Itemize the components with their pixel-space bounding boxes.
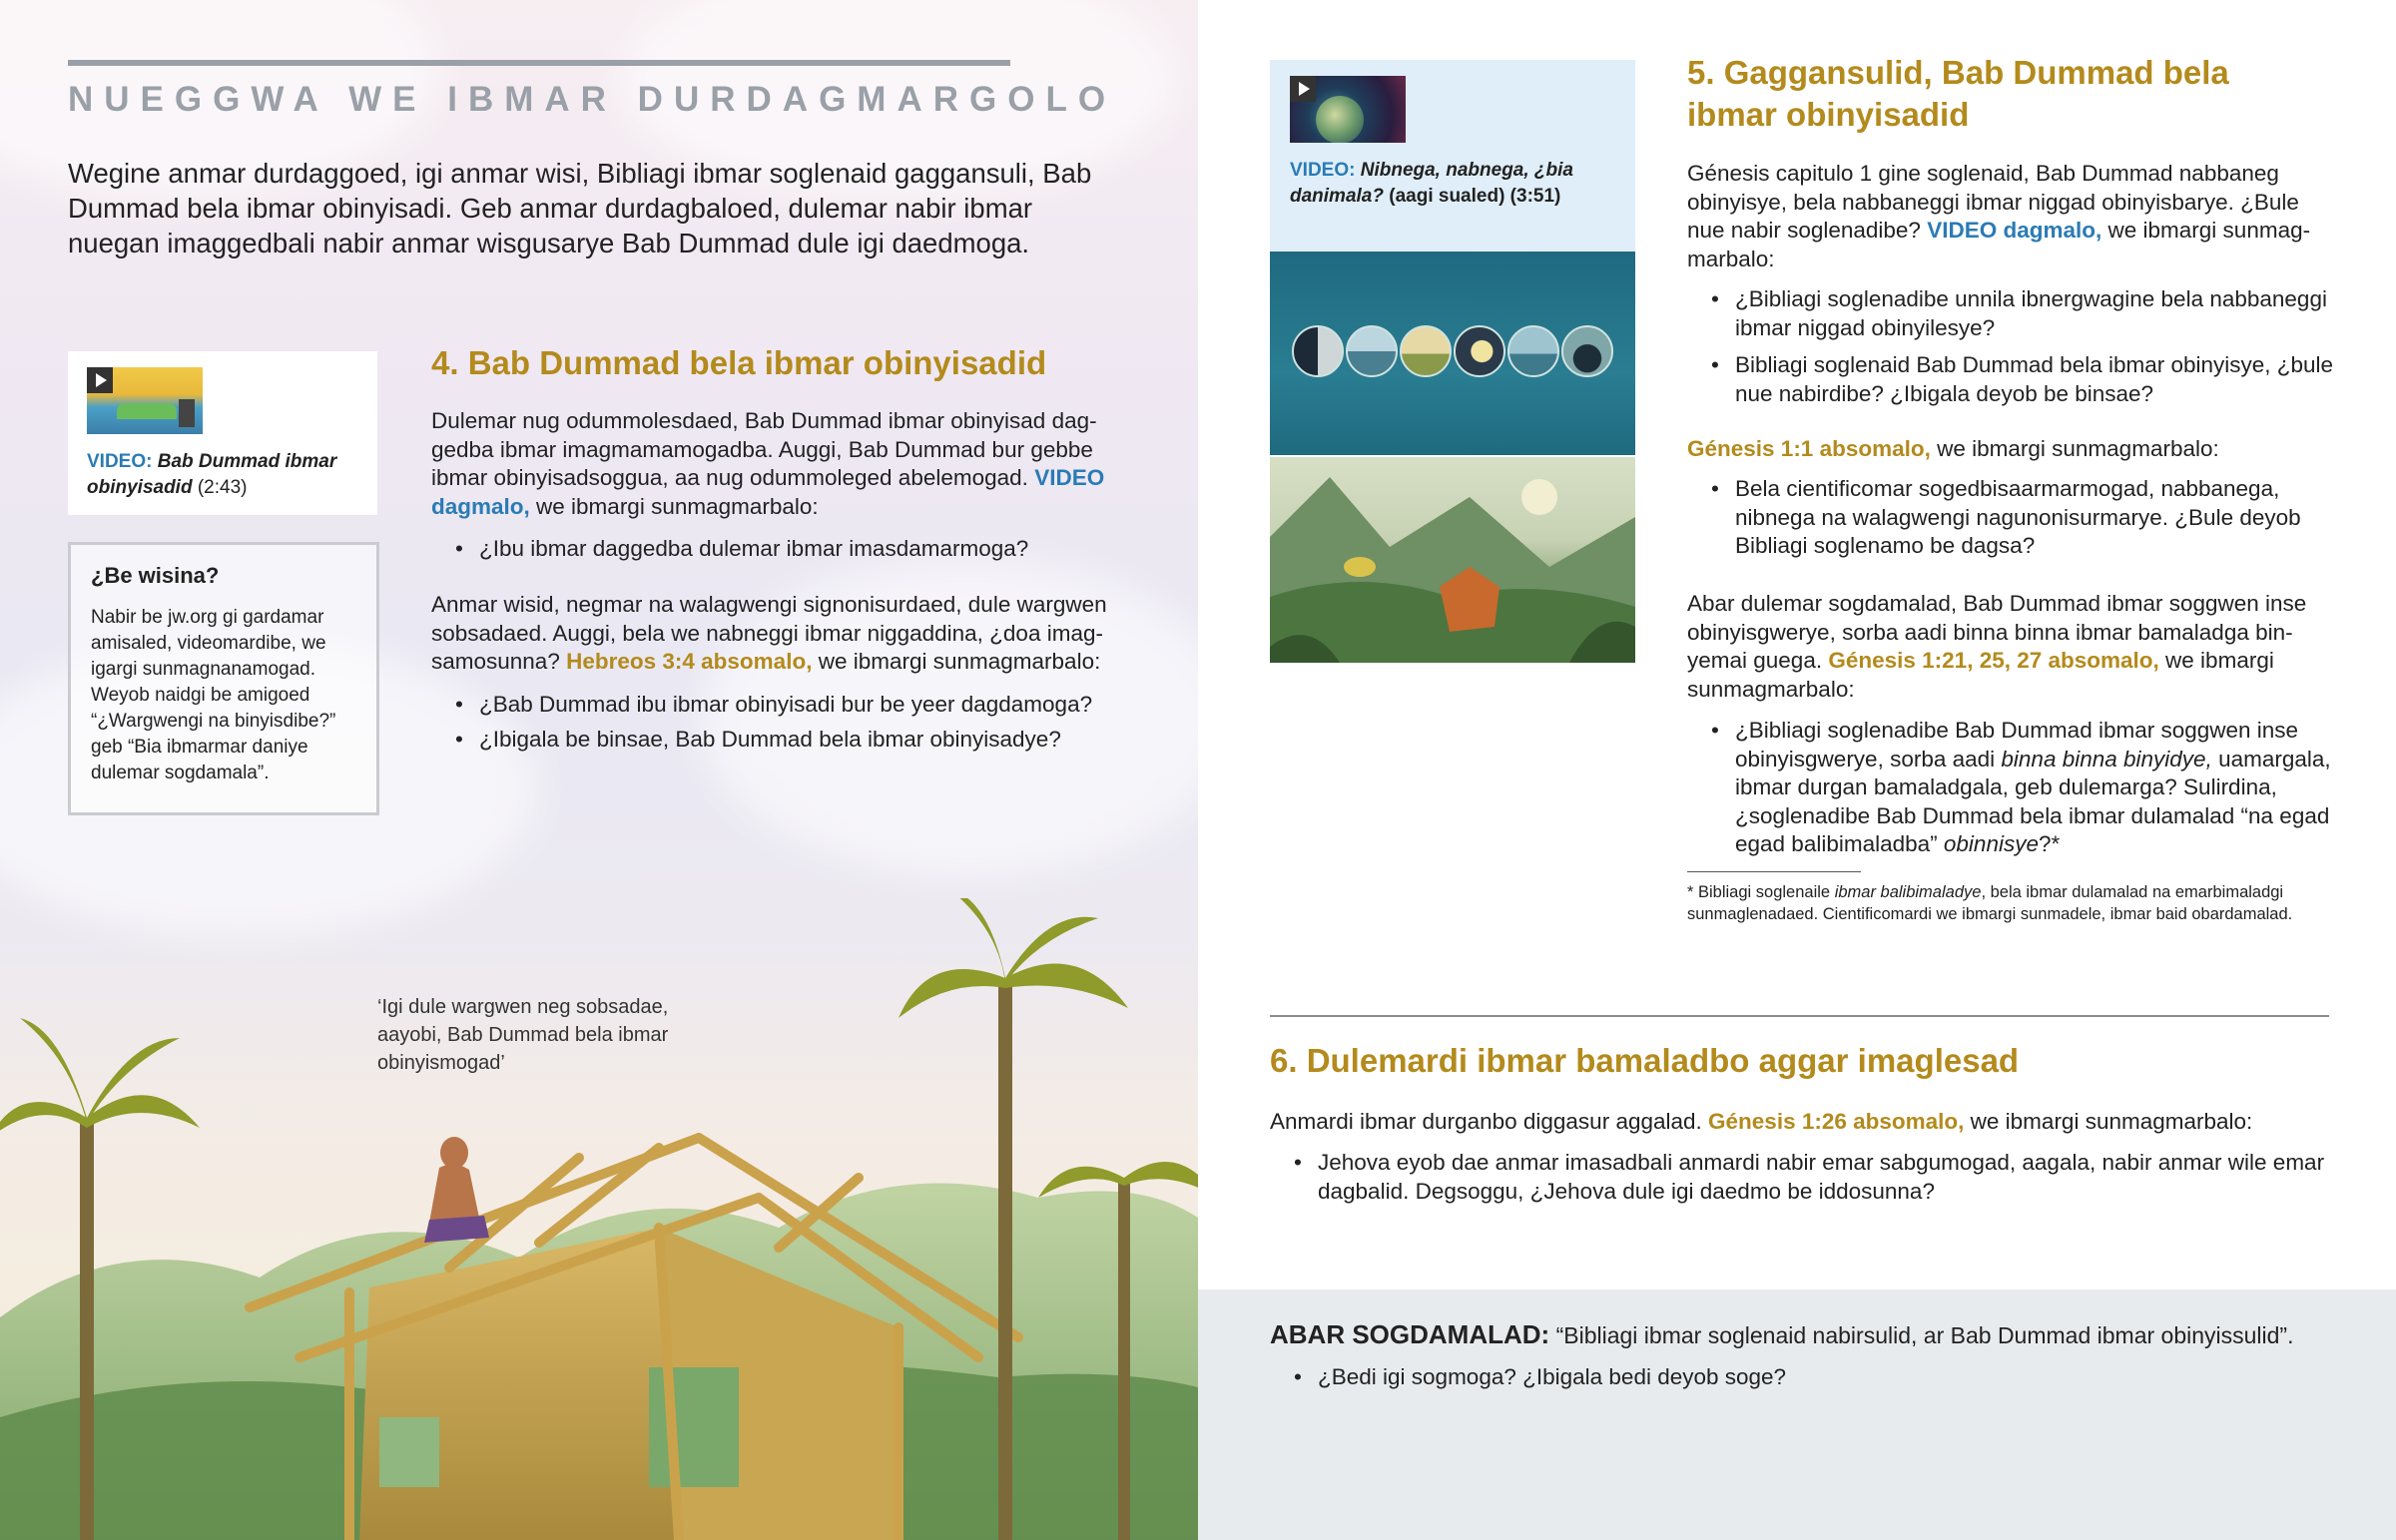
summary-label: ABAR SOGDAMALAD:: [1270, 1319, 1550, 1349]
section-heading: NUEGGWA WE IBMAR DURDAGMARGOLO: [68, 80, 1117, 119]
bullet-item: • ¿Bedi igi sogmoga? ¿Ibigala bedi deyob soge?: [1294, 1363, 2352, 1392]
intro-paragraph: Wegine anmar durdaggoed, igi anmar wisi, Bibliagi ibmar soglenaid gaggansuli, Bab Dummad bela ibmar obinyisadi. Geb anmar durdagbaloed, dulemar nabir ibmar nuegan imaggedbali nabir anmar wisgusarye Bab Dummad dule igi daedmoga.: [68, 158, 1092, 258]
video-label: VIDEO:: [87, 451, 153, 472]
paragraph-text: Abar dulemar sogdamalad, Bab Dummad ibmar soggwen inse obinyisgwerye, sorba aadi binna binna ibmar bamaladga binyemai guega.: [1687, 591, 2307, 673]
bullet-item: • ¿Bibliagi soglenadibe unnila ibnergwagine bela nabbaneggi ibmar niggad obinyilesye?: [1711, 285, 2344, 342]
play-icon[interactable]: [1290, 76, 1316, 102]
info-box-title: ¿Be wisina?: [91, 563, 220, 588]
footnote-rule: [1687, 871, 1861, 872]
video-duration: (2:43): [197, 477, 248, 498]
section-4-paragraph-1: [431, 407, 1130, 521]
paragraph-text: we ibmargi sunmagmarbalo:: [812, 649, 1101, 674]
section-4-paragraph-2: [431, 591, 1130, 677]
paragraph-text: Génesis capitulo 1 gine soglenaid, Bab Dummad nabbaneg obinyisye, bela nabbaneggi ibmar niggad obinyisbarye. ¿Bule nue nabir soglenadibe?: [1687, 161, 2299, 243]
footnote: [1687, 882, 2322, 925]
heading-rule: [68, 60, 1010, 66]
section-6-title: 6. Dulemardi ibmar bamaladbo aggar imaglesad: [1270, 1042, 2020, 1079]
creation-days-art: [1270, 252, 1635, 455]
bullet-item: [1711, 717, 2344, 859]
video-link[interactable]: VIDEO dagmalo,: [1927, 218, 2102, 243]
scripture-link[interactable]: Génesis 1:26 absomalo,: [1708, 1109, 1965, 1134]
bullet-item: • Jehova eyob dae anmar imasadbali anmardi nabir emar sabgumogad, aagala, nabir anmar wile emar dagbalid. Degsoggu, ¿Jehova dule igi daedmo be iddosunna?: [1294, 1149, 2352, 1206]
paragraph-text: Anmardi ibmar durganbo diggasur aggalad.: [1270, 1109, 1709, 1134]
video-thumbnail[interactable]: [87, 367, 203, 434]
bullet-text: ¿Bibliagi soglenadibe Bab Dummad ibmar soggwen inse obinyisgwerye, sorba aadi: [1735, 718, 2299, 771]
video-card-4[interactable]: [68, 351, 377, 515]
paragraph-text: we ibmargi sunmagmarbalo:: [1964, 1109, 2253, 1134]
info-box: [68, 542, 379, 815]
bullet-item: • ¿Ibu ibmar daggedba dulemar ibmar imasdamarmoga?: [455, 535, 1158, 564]
bullet-item: • Bela cientificomar sogedbisaarmarmogad, nabbanega, nibnega na walagwengi nagunonisurmarye. ¿Bule deyob Bibliagi soglenamo be dagsa?: [1711, 475, 2344, 561]
section-divider: [1270, 1015, 2329, 1017]
video-label: VIDEO:: [1290, 160, 1356, 181]
paragraph-text: we ibmargi sunmagmarbalo:: [1687, 218, 2311, 271]
footnote-text: , bela ibmar dulamalad na emarbimaladgi sunmaglenadaed. Cientificomardi we ibmargi sunmadele, ibmar baid obardamalad.: [1687, 883, 2293, 923]
video-duration: (aagi sualed) (3:51): [1383, 186, 1561, 207]
paragraph-text: we ibmargi sunmagmarbalo:: [1930, 436, 2219, 461]
footnote-marker[interactable]: ?*: [2038, 831, 2061, 856]
video-card-5[interactable]: [1270, 60, 1635, 252]
birds-fish-icon: [1507, 325, 1559, 377]
info-box-text: Nabir be jw.org gi gardamar amisaled, videomardibe, we igargi sunmagnanamogad. Weyob naidgi be amigoed “¿Wargwengi na binyisdibe?” geb “Bia ibmarmar daniye dulemar sogdamala”.: [91, 607, 336, 783]
video-caption: [87, 449, 366, 501]
animals-landscape-art: [1270, 457, 1635, 663]
section-5-title: 5. Gaggansulid, Bab Dummad bela ibmar obinyisadid: [1687, 54, 2229, 133]
scripture-link[interactable]: Génesis 1:21, 25, 27 absomalo,: [1828, 648, 2159, 673]
bullet-item: • ¿Ibigala be binsae, Bab Dummad bela ibmar obinyisadye?: [455, 726, 1158, 755]
plants-icon: [1400, 325, 1452, 377]
paragraph-text: Anmar wisid, negmar na walagwengi signonisurdaed, dule wargwen sobsadaed. Auggi, bela we nabneggi ibmar niggaddina, ¿doa imagsamosunna?: [431, 592, 1107, 674]
footnote-text-italic: ibmar balibimaladye: [1834, 883, 1982, 901]
bullet-text-italic: binna binna binyidye,: [2001, 746, 2212, 771]
paragraph-text: we ibmargi sunmagmarbalo:: [529, 493, 819, 519]
summary-line: [1270, 1319, 2328, 1350]
section-5-paragraph-2: [1687, 435, 2322, 464]
light-dark-icon: [1292, 325, 1344, 377]
section-5-paragraph-3: [1687, 590, 2322, 704]
scripture-link[interactable]: Génesis 1:1 absomalo,: [1687, 436, 1931, 461]
sun-moon-icon: [1454, 325, 1505, 377]
video-title[interactable]: Nibnega, nabnega, ¿bia danimala?: [1290, 160, 1573, 207]
human-icon: [1561, 325, 1613, 377]
paragraph-text: we ibmargi sunmagmarbalo:: [1687, 648, 2274, 702]
section-6-paragraph-1: [1270, 1108, 2328, 1137]
scripture-link[interactable]: Hebreos 3:4 absomalo,: [566, 649, 813, 674]
video-caption: [1290, 158, 1619, 210]
footnote-text: * Bibliagi soglenaile: [1687, 883, 1835, 901]
illustration-caption: ‘Igi dule wargwen neg sobsadae, aayobi, Bab Dummad bela ibmar obinyismogad’: [377, 996, 669, 1074]
bullet-text: uamargala, ibmar durgan bamaladgala, geb dulemarga? Sulirdina, ¿soglenadibe Bab Dummad bela ibmar dulamalad “na egad egad balibimaladba”: [1735, 746, 2331, 856]
bullet-item: • Bibliagi soglenaid Bab Dummad bela ibmar obinyisye, ¿bule nue nabirdibe? ¿Ibigala deyob be binsae?: [1711, 351, 2344, 408]
paragraph-text: Dulemar nug odummolesdaed, Bab Dummad ibmar obinyisad daggedba ibmar imagmamamogadba. Auggi, Bab Dummad bur gebbe ibmar obinyisadsoggua, aa nug odummoleged abelemogad.: [431, 408, 1097, 490]
video-title[interactable]: Bab Dummad ibmar obinyisadid: [87, 451, 337, 498]
play-icon[interactable]: [87, 367, 113, 393]
section-4-title: 4. Bab Dummad bela ibmar obinyisadid: [431, 344, 1047, 381]
bullet-item: • ¿Bab Dummad ibu ibmar obinyisadi bur be yeer dagdamoga?: [455, 691, 1158, 720]
summary-text: “Bibliagi ibmar soglenaid nabirsulid, ar Bab Dummad ibmar obinyissulid”.: [1549, 1322, 2294, 1348]
video-thumbnail[interactable]: [1290, 76, 1406, 143]
sky-water-icon: [1346, 325, 1398, 377]
section-5-paragraph-1: [1687, 160, 2322, 273]
landscape-illustration: [1270, 457, 1635, 663]
video-link[interactable]: VIDEO dagmalo,: [431, 465, 1105, 519]
bullet-text-italic: obinnisye: [1943, 831, 2039, 856]
